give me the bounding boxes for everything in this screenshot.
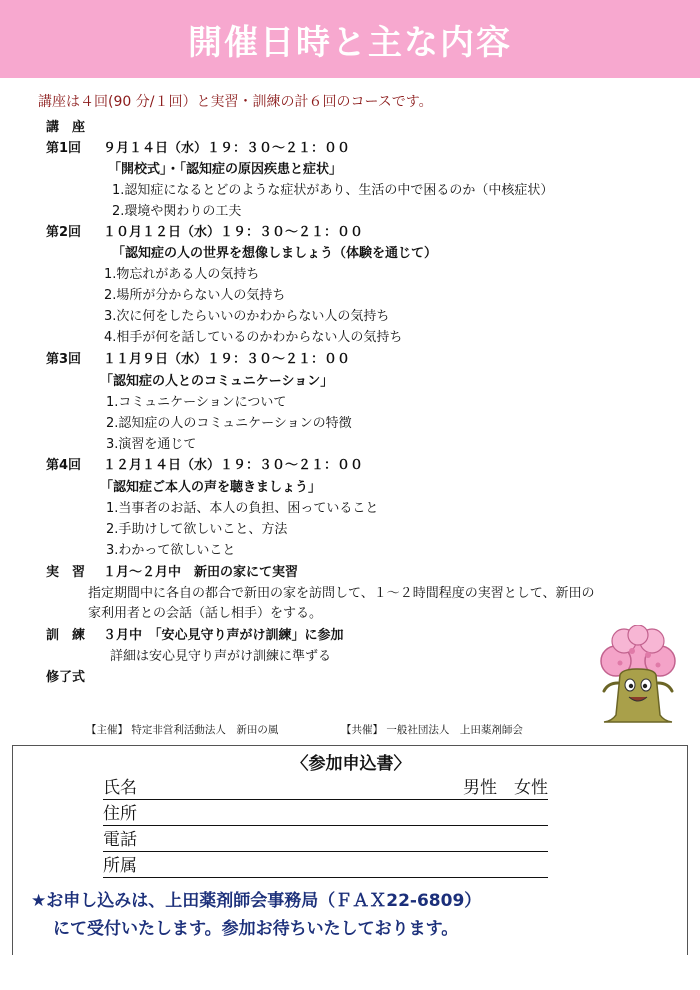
session-4-label: 第4回	[46, 458, 82, 473]
session-3-title: 「認知症の人とのコミュニケーション」	[100, 374, 334, 389]
gender-options[interactable]: 男性 女性	[463, 778, 548, 798]
graduation-label: 修了式	[46, 670, 86, 685]
page-title: 開催日時と主な内容	[188, 22, 512, 63]
organizer-text: 【主催】 特定非営利活動法人 新田の風	[86, 724, 279, 736]
training-label: 訓 練	[46, 628, 86, 643]
form-title: 〈参加申込書〉	[291, 754, 411, 774]
session-1-datetime: ９月１４日（水）１９：３０～２１：００	[103, 141, 351, 156]
tree-mascot-illustration	[592, 625, 684, 725]
course-intro: 講座は４回(90 分/１回）と実習・訓練の計６回のコースです。	[38, 94, 433, 110]
name-field[interactable]	[103, 778, 548, 800]
session-3-datetime: １１月９日（水）１９：３０～２１：００	[103, 352, 351, 367]
training-description: 詳細は安心見守り声がけ訓練に準ずる	[110, 649, 332, 664]
session-3-item: 2.認知症の人のコミュニケーションの特徴	[106, 416, 352, 431]
session-2-item: 1.物忘れがある人の気持ち	[104, 267, 260, 282]
application-notice: にて受付いたします。参加お待ちいたしております。	[53, 919, 459, 939]
application-form	[12, 745, 688, 955]
affiliation-label: 所属	[103, 856, 137, 876]
tree-trunk-body	[604, 669, 672, 722]
session-1-item: 1.認知症になるとどのような症状があり、生活の中で困るのか（中核症状）	[112, 183, 554, 198]
session-2-item: 3.次に何をしたらいいのかわからない人の気持ち	[104, 309, 390, 324]
training-heading: ３月中 「安心見守り声がけ訓練」に参加	[103, 628, 344, 643]
session-4-title: 「認知症ご本人の声を聴きましょう」	[100, 480, 322, 495]
session-4-item: 2.手助けして欲しいこと、方法	[106, 522, 288, 537]
session-4-item: 1.当事者のお話、本人の負担、困っていること	[106, 501, 379, 516]
name-label: 氏名	[103, 778, 137, 798]
session-2-title: 「認知症の人の世界を想像しましょう（体験を通じて）	[112, 246, 438, 261]
session-2-label: 第2回	[46, 225, 82, 240]
address-field[interactable]	[103, 804, 548, 826]
affiliation-field[interactable]	[103, 856, 548, 878]
session-2-item: 2.場所が分からない人の気持ち	[104, 288, 286, 303]
application-notice: ★お申し込みは、上田薬剤師会事務局（ＦＡＸ22-6809）	[31, 891, 482, 911]
practicum-description: 指定期間中に各自の都合で新田の家を訪問して、１～２時間程度の実習として、新田の	[88, 586, 595, 601]
practicum-heading: １月～２月中 新田の家にて実習	[103, 565, 299, 580]
session-1-label: 第1回	[46, 141, 82, 156]
practicum-label: 実 習	[46, 565, 86, 580]
address-label: 住所	[103, 804, 137, 824]
phone-field[interactable]	[103, 830, 548, 852]
practicum-description: 家利用者との会話（話し相手）をする。	[88, 606, 323, 621]
session-4-item: 3.わかって欲しいこと	[106, 543, 236, 558]
session-1-title: 「開校式」・「認知症の原因疾患と症状」	[108, 162, 343, 177]
course-heading: 講 座	[46, 120, 86, 135]
title-banner	[0, 0, 700, 78]
session-2-datetime: １０月１２日（水）１９：３０～２１：００	[103, 225, 364, 240]
session-4-datetime: １２月１４日（水）１９：３０～２１：００	[103, 458, 364, 473]
session-3-item: 1.コミュニケーションについて	[106, 395, 287, 410]
session-3-label: 第3回	[46, 352, 82, 367]
session-3-item: 3.演習を通じて	[106, 437, 197, 452]
session-1-item: 2.環境や関わりの工夫	[112, 204, 242, 219]
phone-label: 電話	[103, 830, 137, 850]
cosponsor-text: 【共催】 一般社団法人 上田薬剤師会	[341, 724, 523, 736]
session-2-item: 4.相手が何を話しているのかわからない人の気持ち	[104, 330, 403, 345]
